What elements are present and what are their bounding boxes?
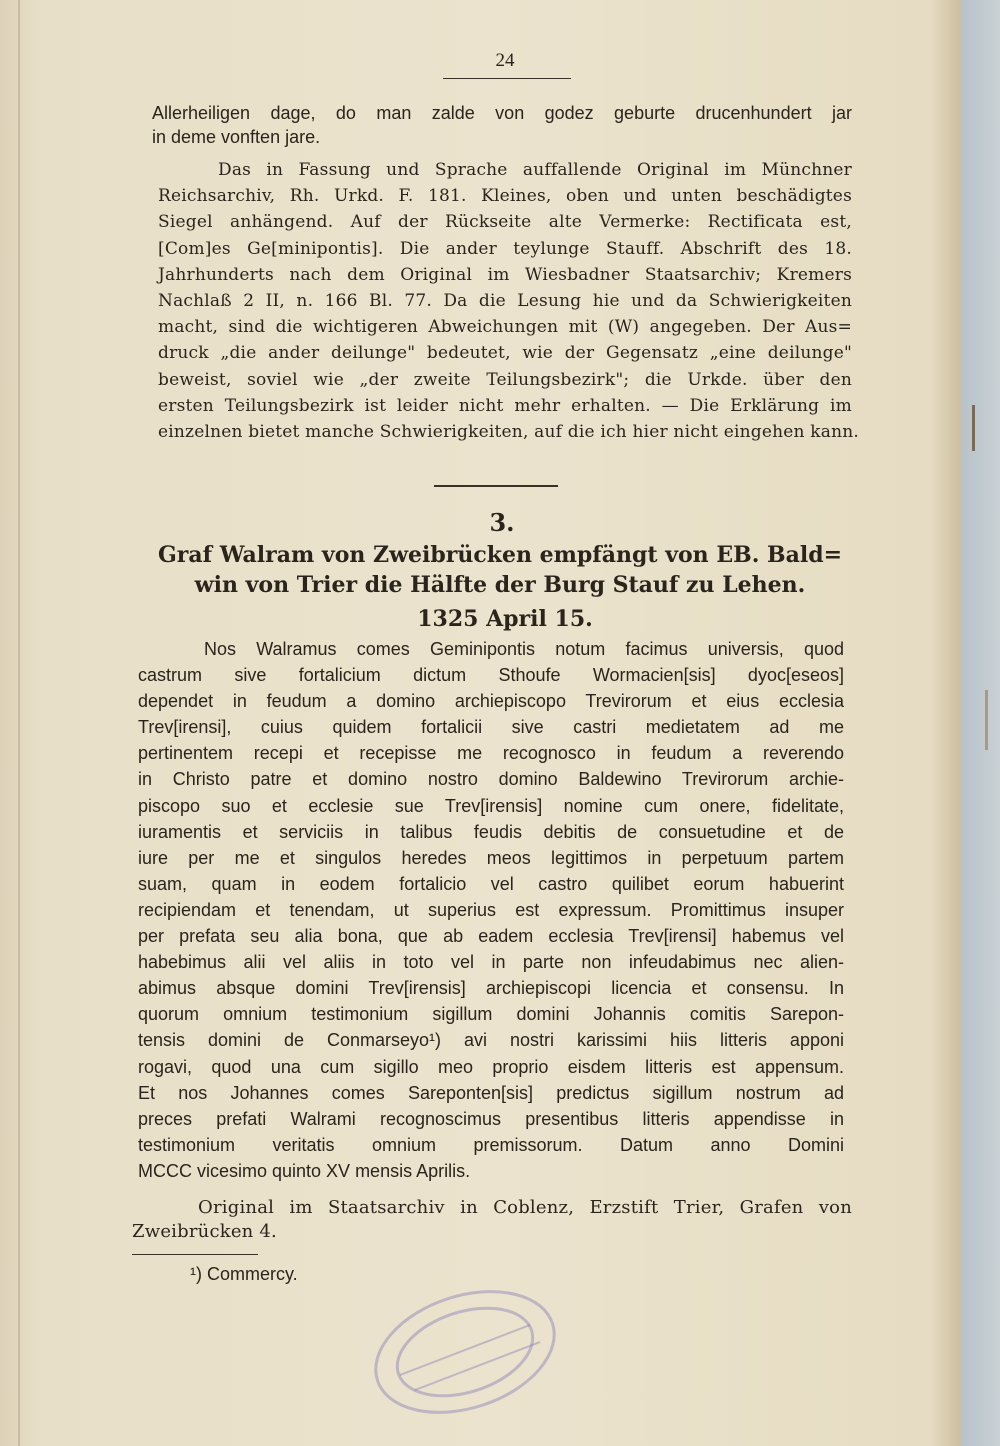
intro-line: in deme vonften jare. (152, 127, 321, 147)
intro-line: Allerheiligen dage, do man zalde von godez geburte drucenhundert jar (152, 103, 852, 123)
latin-line: suam, quam in eodem fortalicio vel castro quilibet eorum habuerint (138, 873, 844, 894)
commentary-line: druck „die ander deilunge" bedeutet, wie der Gegensatz „eine deilunge" (158, 343, 852, 364)
latin-line: abimus absque domini Trev[irensis] archiepiscopi licencia et consensu. In (138, 978, 844, 999)
latin-line: per prefata seu alia bona, que ab eadem ecclesia Trev[irensi] habemus vel (138, 926, 844, 947)
latin-line: dependet in feudum a domino archiepiscopo Trevirorum et eius ecclesia (138, 691, 844, 712)
document-number: 3. (489, 508, 515, 537)
latin-line: testimonium veritatis omnium premissorum. Datum anno Domini (138, 1134, 844, 1155)
commentary-line: Reichsarchiv, Rh. Urkd. F. 181. Kleines, oben und unten beschädigtes (158, 186, 852, 207)
latin-charter-text (138, 636, 844, 1184)
latin-line: Nos Walramus comes Geminipontis notum facimus universis, quod (204, 639, 844, 659)
document-title (145, 540, 855, 600)
latin-line: Trev[irensi], cuius quidem fortalicii sive castri medietatem ad me (138, 717, 844, 738)
document-date: 1325 April 15. (417, 606, 593, 632)
source-note (132, 1196, 852, 1244)
margin-mark (985, 690, 988, 750)
latin-line: castrum sive fortalicium dictum Sthoufe Wormacien[sis] dyoc[eseos] (138, 665, 844, 686)
source-line: Zweibrücken 4. (132, 1221, 277, 1242)
commentary-line: ersten Teilungsbezirk ist leider nicht mehr erhalten. — Die Erklärung im (158, 395, 852, 416)
page-number-rule (443, 78, 571, 79)
margin-mark (972, 405, 975, 451)
latin-line: tensis domini de Conmarseyo¹) avi nostri karissimi hiis litteris apponi (138, 1030, 844, 1051)
commentary-line: Das in Fassung und Sprache auffallende Original im Münchner (218, 160, 852, 180)
footnote: ¹) Commercy. (190, 1264, 298, 1284)
commentary-line: macht, sind die wichtigeren Abweichungen mit (W) angegeben. Der Aus= (158, 317, 852, 338)
document-title-line: Graf Walram von Zweibrücken empfängt von EB. Bald= (157, 542, 843, 568)
binding-shadow (18, 0, 20, 1446)
library-stamp-icon (360, 1280, 570, 1420)
latin-line: Et nos Johannes comes Sareponten[sis] predictus sigillum nostrum ad (138, 1082, 844, 1103)
source-line: Original im Staatsarchiv in Coblenz, Erzstift Trier, Grafen von (198, 1197, 852, 1218)
commentary-paragraph (158, 157, 859, 445)
commentary-line: Jahrhunderts nach dem Original im Wiesbadner Staatsarchiv; Kremers (158, 264, 852, 285)
latin-line: in Christo patre et domino nostro domino Baldewino Trevirorum archie- (138, 769, 844, 790)
section-separator (434, 485, 558, 487)
latin-line: recipiendam et tenendam, ut superius est expressum. Promittimus insuper (138, 899, 844, 920)
commentary-line: Nachlaß 2 II, n. 166 Bl. 77. Da die Lesung hie und da Schwierigkeiten (158, 291, 852, 312)
commentary-line: einzelnen bietet manche Schwierigkeiten, auf die ich hier nicht eingehen kann. (158, 422, 859, 443)
commentary-line: [Com]es Ge[minipontis]. Die ander teylunge Stauff. Abschrift des 18. (158, 238, 852, 259)
latin-line: MCCC vicesimo quinto XV mensis Aprilis. (138, 1160, 471, 1181)
commentary-line: Siegel anhängend. Auf der Rückseite alte Vermerke: Rectificata est, (158, 212, 852, 233)
page-number: 24 (495, 50, 515, 71)
latin-line: piscopo suo et ecclesie sue Trev[irensis] nomine cum onere, fidelitate, (138, 795, 844, 816)
intro-paragraph (152, 101, 852, 149)
latin-line: iuramentis et serviciis in talibus feudis debitis de consuetudine et de (138, 821, 844, 842)
latin-line: preces prefati Walrami recognoscimus presentibus litteris appendisse in (138, 1108, 844, 1129)
commentary-line: beweist, soviel wie „der zweite Teilungsbezirk"; die Urkde. über den (158, 369, 852, 390)
latin-line: habebimus alii vel aliis in toto vel in parte non infeudabimus nec alien- (138, 952, 844, 973)
latin-line: rogavi, quod una cum sigillo meo proprio eisdem litteris est appensum. (138, 1056, 844, 1077)
document-title-line: win von Trier die Hälfte der Burg Stauf zu Lehen. (194, 572, 806, 598)
latin-line: pertinentem recepi et recepisse me recognosco in feudum a reverendo (138, 743, 844, 764)
latin-line: iure per me et singulos heredes meos legittimos in perpetuum partem (138, 847, 844, 868)
footnote-rule (132, 1254, 258, 1255)
latin-line: quorum omnium testimonium sigillum domini Johannis comitis Sarepon- (138, 1004, 844, 1025)
